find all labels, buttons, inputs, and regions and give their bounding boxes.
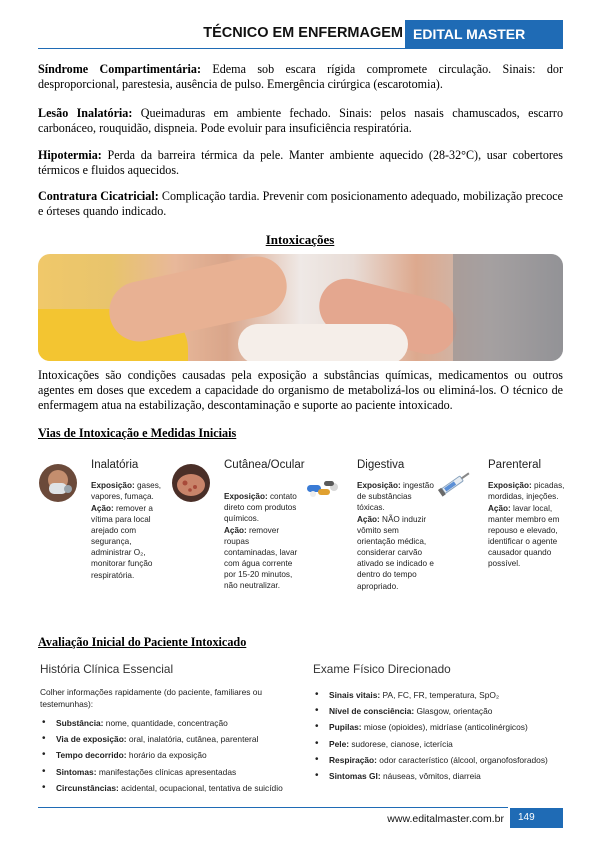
list-item: • Sintomas GI: náuseas, vômitos, diarreia — [313, 768, 563, 784]
route-inhalation — [38, 455, 168, 620]
evaluation-title: Avaliação Inicial do Paciente Intoxicado — [38, 635, 247, 649]
complication-term: Síndrome Compartimentária: — [38, 62, 201, 76]
complication-compartment — [38, 62, 563, 92]
exam-list — [313, 687, 563, 784]
list-item: • Substância: nome, quantidade, concentração — [40, 715, 295, 731]
route-title: Parenteral — [488, 459, 542, 471]
list-item: • Respiração: odor característico (álcool, organofosforados) — [313, 752, 563, 768]
physical-exam — [313, 662, 563, 784]
route-title: Digestiva — [357, 459, 405, 471]
history-intro: Colher informações rapidamente (do paciente, familiares ou testemunhas): — [40, 687, 263, 709]
list-item: • Sintomas: manifestações clínicas apresentadas — [40, 764, 295, 780]
exam-heading: Exame Físico Direcionado — [313, 662, 451, 676]
pills-icon — [304, 463, 344, 503]
route-digestive — [304, 455, 434, 620]
routes-title: Vias de Intoxicação e Medidas Iniciais — [38, 426, 237, 440]
header-divider — [38, 48, 405, 49]
complication-text: Queimaduras em ambiente fechado. Sinais: pelos nasais chamuscados, escarro carbonáceo, rouquidão, dispneia. Pode evoluir para insuficiência respiratória. — [38, 106, 563, 136]
complication-contracture — [38, 189, 563, 219]
list-item: • Pele: sudorese, cianose, icterícia — [313, 736, 563, 752]
list-item: • Tempo decorrido: horário da exposição — [40, 747, 295, 763]
complication-text: Perda da barreira térmica da pele. Manter ambiente aquecido (28-32°C), usar cobertores térmicos e fluidos aquecidos. — [38, 148, 563, 178]
intro-paragraph: Intoxicações são condições causadas pela exposição a substâncias químicas, medicamentos ou outros agentes em doses que excedem a capacidade do organismo de metabolizá-los ou eliminá-los. O técnico de enfermagem atua na estabilização, descontaminação e suporte ao paciente intoxicado. — [38, 368, 563, 413]
page-number: 149 — [510, 808, 563, 828]
route-action: Ação: NÃO induzir vômito sem orientação médica, considerar carvão ativado se indicado e dentro do tempo apropriado. — [357, 515, 434, 591]
history-heading: História Clínica Essencial — [40, 662, 174, 676]
complication-inhalation — [38, 106, 563, 136]
route-exposure: Exposição: gases, vapores, fumaça. — [91, 481, 162, 502]
stomach-pain-photo — [38, 254, 563, 361]
list-item: • Sinais vitais: PA, FC, FR, temperatura, SpO₂ — [313, 687, 563, 703]
complication-hypothermia — [38, 148, 563, 178]
route-exposure: Exposição: ingestão de substâncias tóxicas. — [357, 481, 434, 513]
complication-term: Lesão Inalatória: — [38, 106, 133, 120]
page-header — [38, 20, 563, 49]
header-brand: EDITAL MASTER — [405, 20, 563, 49]
history-list — [40, 715, 295, 796]
route-title: Cutânea/Ocular — [224, 459, 305, 471]
list-item: • Circunstâncias: acidental, ocupacional, tentativa de suicídio — [40, 780, 295, 796]
clinical-history — [40, 662, 295, 796]
route-parenteral — [435, 455, 565, 620]
route-action: Ação: remover a vítima para local arejado com segurança, administrar O₂, monitorar função respiratória. — [91, 504, 153, 580]
complication-term: Hipotermia: — [38, 148, 102, 162]
list-item: • Pupilas: miose (opioides), midríase (anticolinérgicos) — [313, 719, 563, 735]
complication-term: Contratura Cicatricial: — [38, 189, 159, 203]
list-item: • Via de exposição: oral, inalatória, cutânea, parenteral — [40, 731, 295, 747]
route-title: Inalatória — [91, 459, 139, 471]
person-mask-icon — [38, 463, 78, 503]
section-title: Intoxicações — [265, 232, 335, 247]
list-item: • Nível de consciência: Glasgow, orientação — [313, 703, 563, 719]
complication-text: Complicação tardia. Prevenir com posicionamento adequado, mobilização precoce e órteses quando indicado. — [38, 189, 563, 219]
route-action: Ação: remover roupas contaminadas, lavar com água corrente por 15-20 minutos, não neutralizar. — [224, 526, 298, 591]
route-action: Ação: lavar local, manter membro em repouso e elevado, identificar o agente causador quando possível. — [488, 504, 560, 569]
syringe-icon — [435, 463, 475, 503]
header-title: TÉCNICO EM ENFERMAGEM — [203, 25, 403, 41]
footer-divider — [38, 807, 508, 808]
footer-url[interactable]: www.editalmaster.com.br — [387, 813, 504, 825]
face-rash-icon — [171, 463, 211, 503]
route-skin-eye — [171, 455, 305, 620]
routes-grid — [38, 455, 563, 620]
complication-text: Edema sob escara rígida compromete circulação. Sinais: dor desproporcional, parestesia, ausência de pulso. Emergência cirúrgica (escarotomia). — [38, 62, 563, 92]
route-exposure: Exposição: contato direto com produtos químicos. — [224, 492, 297, 524]
route-exposure: Exposição: picadas, mordidas, injeções. — [488, 481, 565, 502]
